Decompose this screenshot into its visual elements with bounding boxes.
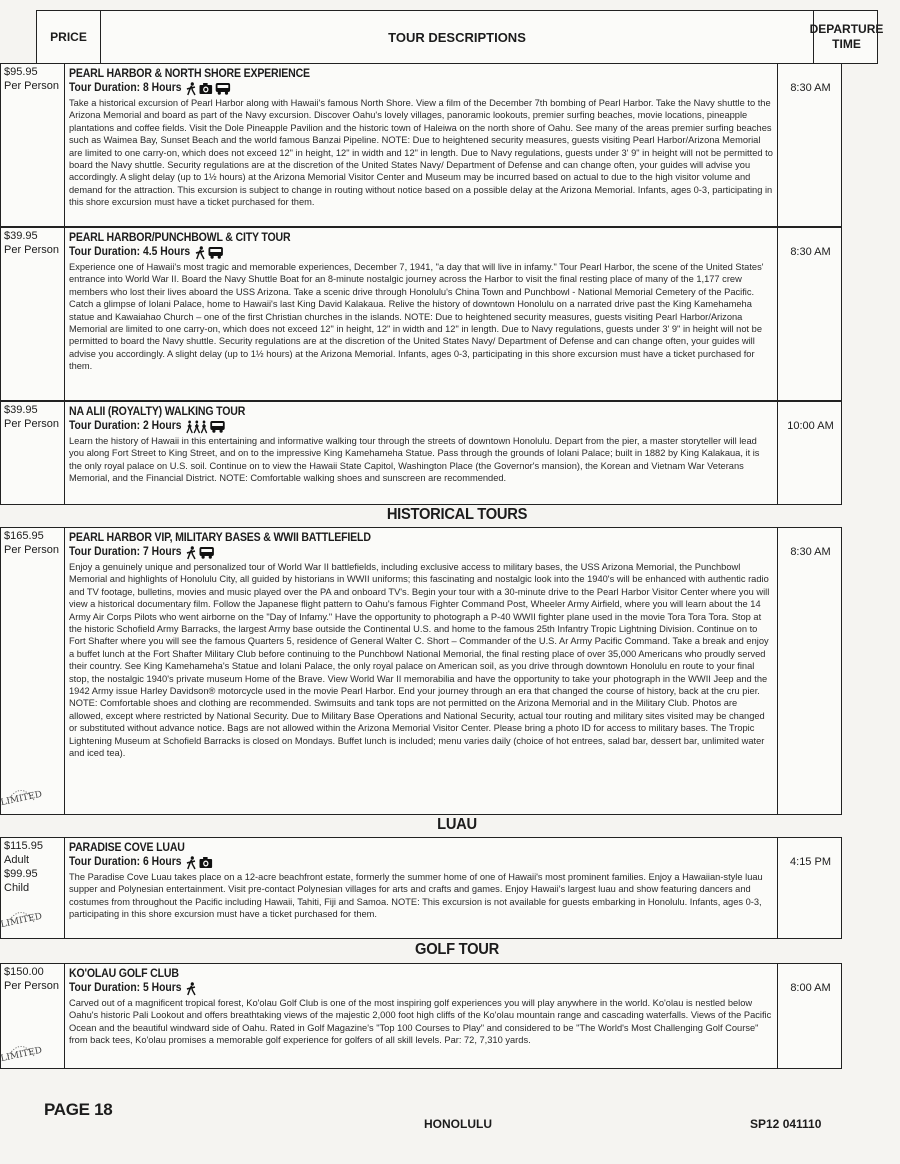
departure-column-header bbox=[809, 11, 884, 63]
tour-duration-line bbox=[69, 980, 703, 997]
departure-header-text: DEPARTURE TIME bbox=[809, 22, 884, 51]
tour-duration: Tour Duration: 8 Hours bbox=[69, 82, 182, 94]
tour-duration: Tour Duration: 6 Hours bbox=[69, 856, 182, 868]
walking-icon bbox=[186, 982, 197, 996]
departure-cell bbox=[777, 964, 843, 1068]
price-value: $39.95 bbox=[4, 404, 38, 416]
departure-time: 8:30 AM bbox=[790, 546, 831, 558]
price-cell bbox=[1, 964, 65, 1068]
tour-description: Experience one of Hawaii's most tragic and memorable experiences, December 7, 1941, "a day that will live in infamy." Tour Pearl Harbor, the scene of the United States' entrance into World War II. Board the Navy Shuttle Boat for an 8-minute nostalgic journey across the Harbor to visit the final resting place of many of the 1,177 crew members who lost their lives aboard the USS Arizona. Take a scenic drive through Honolulu's China Town and Punchbowl - National Memorial Cemetery of the Pacific. Catch a glimpse of Iolani Palace, home to Hawaii's last King David Kalakaua. Relive the history of downtown Honolulu on a narrated drive past the King Kamehameha statue and Kawaiahao Church – one of the first Christian churches in the islands. NOTE: Due to heightened security measures, guests visiting Pearl Harbor/Arizona Memorial are limited to one carry-on, which does not exceed 12" in height, 12" in width and 12" in length. Due to Navy regulations, guests under 3' 9" in height will not be permitted to board the Navy shuttle. Security regulations are at the discretion of the United States Navy/ Department of Defense and can change often, your guides will advise you accordingly. A slight delay (up to 1½ hours) at the Arizona Memorial. Infants, ages 0-3, participating in this shore excursion must have a ticket purchased for them. bbox=[69, 262, 764, 372]
price-unit: Per Person bbox=[4, 244, 60, 256]
tour-duration: Tour Duration: 7 Hours bbox=[69, 546, 182, 558]
price-cell bbox=[1, 528, 65, 814]
svg-text:LIMITED: LIMITED bbox=[0, 789, 44, 809]
walking-icon bbox=[186, 856, 197, 870]
description-cell bbox=[65, 228, 777, 400]
tour-title: KO'OLAU GOLF CLUB bbox=[69, 966, 179, 980]
tour-duration: Tour Duration: 2 Hours bbox=[69, 420, 182, 432]
tour-duration-line bbox=[69, 544, 703, 561]
bus-icon bbox=[215, 82, 231, 95]
group-walking-icon bbox=[186, 420, 208, 434]
document-code: SP12 041110 bbox=[750, 1117, 822, 1131]
child-price-unit: Child bbox=[4, 882, 30, 894]
limited-stamp bbox=[0, 780, 44, 809]
price-unit: Per Person bbox=[4, 544, 60, 556]
tour-row bbox=[0, 527, 842, 815]
departure-time: 10:00 AM bbox=[787, 420, 834, 432]
section-heading-luau: LUAU bbox=[437, 816, 477, 833]
departure-cell bbox=[777, 228, 843, 400]
departure-time: 8:00 AM bbox=[790, 982, 831, 994]
departure-cell bbox=[777, 64, 843, 226]
tour-duration: Tour Duration: 5 Hours bbox=[69, 982, 182, 994]
price-value: $150.00 bbox=[4, 966, 44, 978]
price-cell bbox=[1, 838, 65, 938]
description-cell bbox=[65, 402, 777, 504]
tour-title: NA ALII (ROYALTY) WALKING TOUR bbox=[69, 404, 246, 418]
adult-price-value: $115.95 bbox=[4, 840, 43, 852]
tour-row bbox=[0, 63, 842, 227]
tour-description: Enjoy a genuinely unique and personalized tour of World War II battlefields, including exclusive access to military bases, the USS Arizona Memorial, the Punchbowl Memorial and highlights of Honolulu City, all guided by historians in WWII uniforms; this fascinating and nostalgic look into the 1940's will be enhanced with authentic radio and TV footage, bulletins, movies and music played over the PA and onboard TV's. Begin your tour with a 30-minute drive to the Pearl Harbor Visitor Center where you will view a historical documentary film. Follow the Japanese flight pattern to Oahu's famous Fighter Command Post, Wheeler Army Airfield, where you will learn about the 14 Army Air Corps Pilots who went airborne on the "Day of Infamy." Have the opportunity to photograph a P-40 WWII fighter plane used in the movie Tora Tora Tora. Stop at the historic Schofield Army Barracks, the largest Army base outside the Continental U.S. and home to the famous 25th Infantry Tropic Lightning Division. Continue on to Fort Shafter where you will see the famous Quarters 5, residence of General Walter C. Short – Commander of the U.S. Ar Army Pacific Command. Take a break and enjoy a buffet lunch at the Fort Shafter Military Club before continuing to the Punchbowl National Memorial, the final resting place of over 35,000 Americans who proudly served their country. See King Kamehameha's Statue and Iolani Palace, the only royal palace on American soil, as you drive through downtown Honolulu en route to your final stop, the nostalgic 1940's private museum Home of the Brave. View World War II memorabilia and have the opportunity to take your photograph in the WWII Jeep and the 1942 Army issue Harley Davidson® motorcycle used in the movie Pearl Harbor. End your journey through an era that changed the course of history, back at the cru pier. NOTE: Comfortable shoes and clothing are recommended. Swimsuits and tank tops are not permitted on the Arizona Memorial and in the Military Club. Photos are allowed, except where restricted by National Security. Due to Military Base Operations and National Security, actual tour routing and military sites visited may be changed or substituted without advance notice. Bags are not allowed within the Arizona Memorial Visitor Center. Please bring a photo ID for access to military bases. The Tropic Lightening Museum at Schofield Barracks is closed on Mondays. Buffet lunch is included; menu varies daily (choice of hot entrees, salad bar, dessert bar, unlimited water and iced tea). bbox=[69, 562, 770, 759]
description-cell bbox=[65, 528, 777, 814]
price-unit: Per Person bbox=[4, 418, 60, 430]
tour-title: PEARL HARBOR/PUNCHBOWL & CITY TOUR bbox=[69, 230, 291, 244]
tour-duration-line bbox=[69, 418, 703, 435]
page-number: PAGE 18 bbox=[44, 1100, 113, 1119]
departure-cell bbox=[777, 528, 843, 814]
tour-row bbox=[0, 227, 842, 401]
bus-icon bbox=[209, 420, 225, 433]
price-cell bbox=[1, 402, 65, 504]
tour-description: Learn the history of Hawaii in this entertaining and informative walking tour through the streets of downtown Honolulu. Depart from the pier, a master storyteller will lead you along Fort Street to King Street, and on to the impressive King Kamehameha Statue. Pass through the grounds of Iolani Palace; built in 1882 by King Kalakaua, it is the only royal palace on U.S. soil. Continue on to view the Hawaii State Capitol, Washington Place (the Governor's mansion), the Korean and Vietnam War Veterans Memorial, and the Financial District. NOTE: Comfortable walking shoes and sunscreen are recommended. bbox=[69, 436, 760, 484]
descriptions-column-header: TOUR DESCRIPTIONS bbox=[388, 29, 526, 45]
bus-icon bbox=[207, 246, 223, 259]
walking-icon bbox=[195, 246, 206, 260]
price-value: $95.95 bbox=[4, 66, 38, 78]
tour-title: PARADISE COVE LUAU bbox=[69, 840, 185, 854]
child-price-value: $99.95 bbox=[4, 868, 38, 880]
departure-time: 8:30 AM bbox=[790, 82, 831, 94]
tour-description: Take a historical excursion of Pearl Harbor along with Hawaii's famous North Shore. View a film of the December 7th bombing of Pearl Harbor. Take the Navy shuttle to the Arizona Memorial and board as part of the Navy excursion. Discover Oahu's lovely villages, panoramic lookouts, premier surfing beaches, movie locations, pineapple plantations and coffee fields. Visit the Dole Pineapple Pavilion and the historic town of Haleiwa on the north shore of Oahu. See many of the areas premier surfing beaches such as Waimea Bay, Sunset Beach and the world famous Banzai Pipeline. NOTE: Due to heightened security measures, guests visiting Pearl Harbor/Arizona Memorial are limited to one carry-on, which does not exceed 12" in height, 12" in width and 12" in length. Due to Navy regulations, guests under 3' 9" in height will not be permitted to board the Navy shuttle. Security regulations are at the discretion of the United States Navy/ Department of Defense and can change often, your guides will advise you accordingly. A slight delay (up to 1½ hours) at the Arizona Memorial Visitor Center and Museum may be incurred based on actual to due to the high visitor volume and demand for the attraction. This excursion is subject to change in routing without notice based on a possible delay at the Arizona Memorial. Infants, ages 0-3, participating in this shore excursion must have a ticket purchased for them. bbox=[69, 98, 773, 208]
section-heading-golf: GOLF TOUR bbox=[415, 941, 499, 958]
price-unit: Per Person bbox=[4, 980, 60, 992]
departure-cell bbox=[777, 838, 843, 938]
camera-icon bbox=[199, 856, 213, 869]
port-name: HONOLULU bbox=[424, 1117, 492, 1131]
tour-duration-line bbox=[69, 244, 703, 261]
tour-description: Carved out of a magnificent tropical forest, Ko'olau Golf Club is one of the most inspiring golf experiences you will play anywhere in the world. Ko'olau is nestled below Oahu's historic Pali Lookout and offers breathtaking views of the majestic 2,000 foot high cliffs of the Ko'olau mountain range and cascading waterfalls. Views of the Pacific Ocean and the beautiful windward side of Oahu. Rated in Golf Magazine's "Top 100 Courses to Play" and considered to be "The World's Most Challenging Golf Course" from back tees, Ko'olau promises a memorable golf experience for golfers of all skill levels. Par: 72, 7,310 yards. bbox=[69, 998, 772, 1046]
price-unit: Per Person bbox=[4, 80, 60, 92]
tour-duration-line bbox=[69, 854, 703, 871]
svg-text:LIMITED: LIMITED bbox=[0, 911, 44, 931]
description-cell bbox=[65, 64, 777, 226]
limited-stamp bbox=[0, 1036, 44, 1065]
price-cell bbox=[1, 228, 65, 400]
tour-duration-line bbox=[69, 80, 703, 97]
tour-description: The Paradise Cove Luau takes place on a 12-acre beachfront estate, formerly the summer home of one of Hawaii's most prominent families. Enjoy a Hawaiian-style luau supper and Polynesian entertainment. Visit pre-contact Polynesian villages for arts and crafts and games. Enjoy Hawaii's largest luau and show featuring dancers and costumes from throughout the Pacific including Hawaii, Tahiti, Fiji and Samoa. NOTE: This excursion is not available for guests embarking in Honolulu. Infants, ages 0-3, participating in this shore excursion must have a ticket purchased for them. bbox=[69, 872, 763, 920]
bus-icon bbox=[199, 546, 215, 559]
limited-stamp bbox=[0, 902, 44, 931]
tour-duration: Tour Duration: 4.5 Hours bbox=[69, 246, 191, 258]
departure-cell bbox=[777, 402, 843, 504]
price-column-header: PRICE bbox=[37, 11, 101, 63]
tour-row bbox=[0, 963, 842, 1069]
walking-icon bbox=[186, 546, 197, 560]
price-cell bbox=[1, 64, 65, 226]
description-cell bbox=[65, 964, 777, 1068]
table-header bbox=[36, 10, 884, 64]
walking-icon bbox=[186, 82, 197, 96]
camera-icon bbox=[199, 82, 213, 95]
departure-time: 8:30 AM bbox=[790, 246, 831, 258]
section-heading-historical: HISTORICAL TOURS bbox=[386, 506, 528, 523]
tour-row bbox=[0, 401, 842, 505]
price-value: $39.95 bbox=[4, 230, 38, 242]
svg-text:LIMITED: LIMITED bbox=[0, 1045, 44, 1065]
tour-row bbox=[0, 837, 842, 939]
tour-title: PEARL HARBOR VIP, MILITARY BASES & WWII BATTLEFIELD bbox=[69, 530, 371, 544]
price-value: $165.95 bbox=[4, 530, 44, 542]
adult-price-unit: Adult bbox=[4, 854, 30, 866]
description-cell bbox=[65, 838, 777, 938]
departure-time: 4:15 PM bbox=[790, 856, 831, 868]
tour-title: PEARL HARBOR & NORTH SHORE EXPERIENCE bbox=[69, 66, 310, 80]
